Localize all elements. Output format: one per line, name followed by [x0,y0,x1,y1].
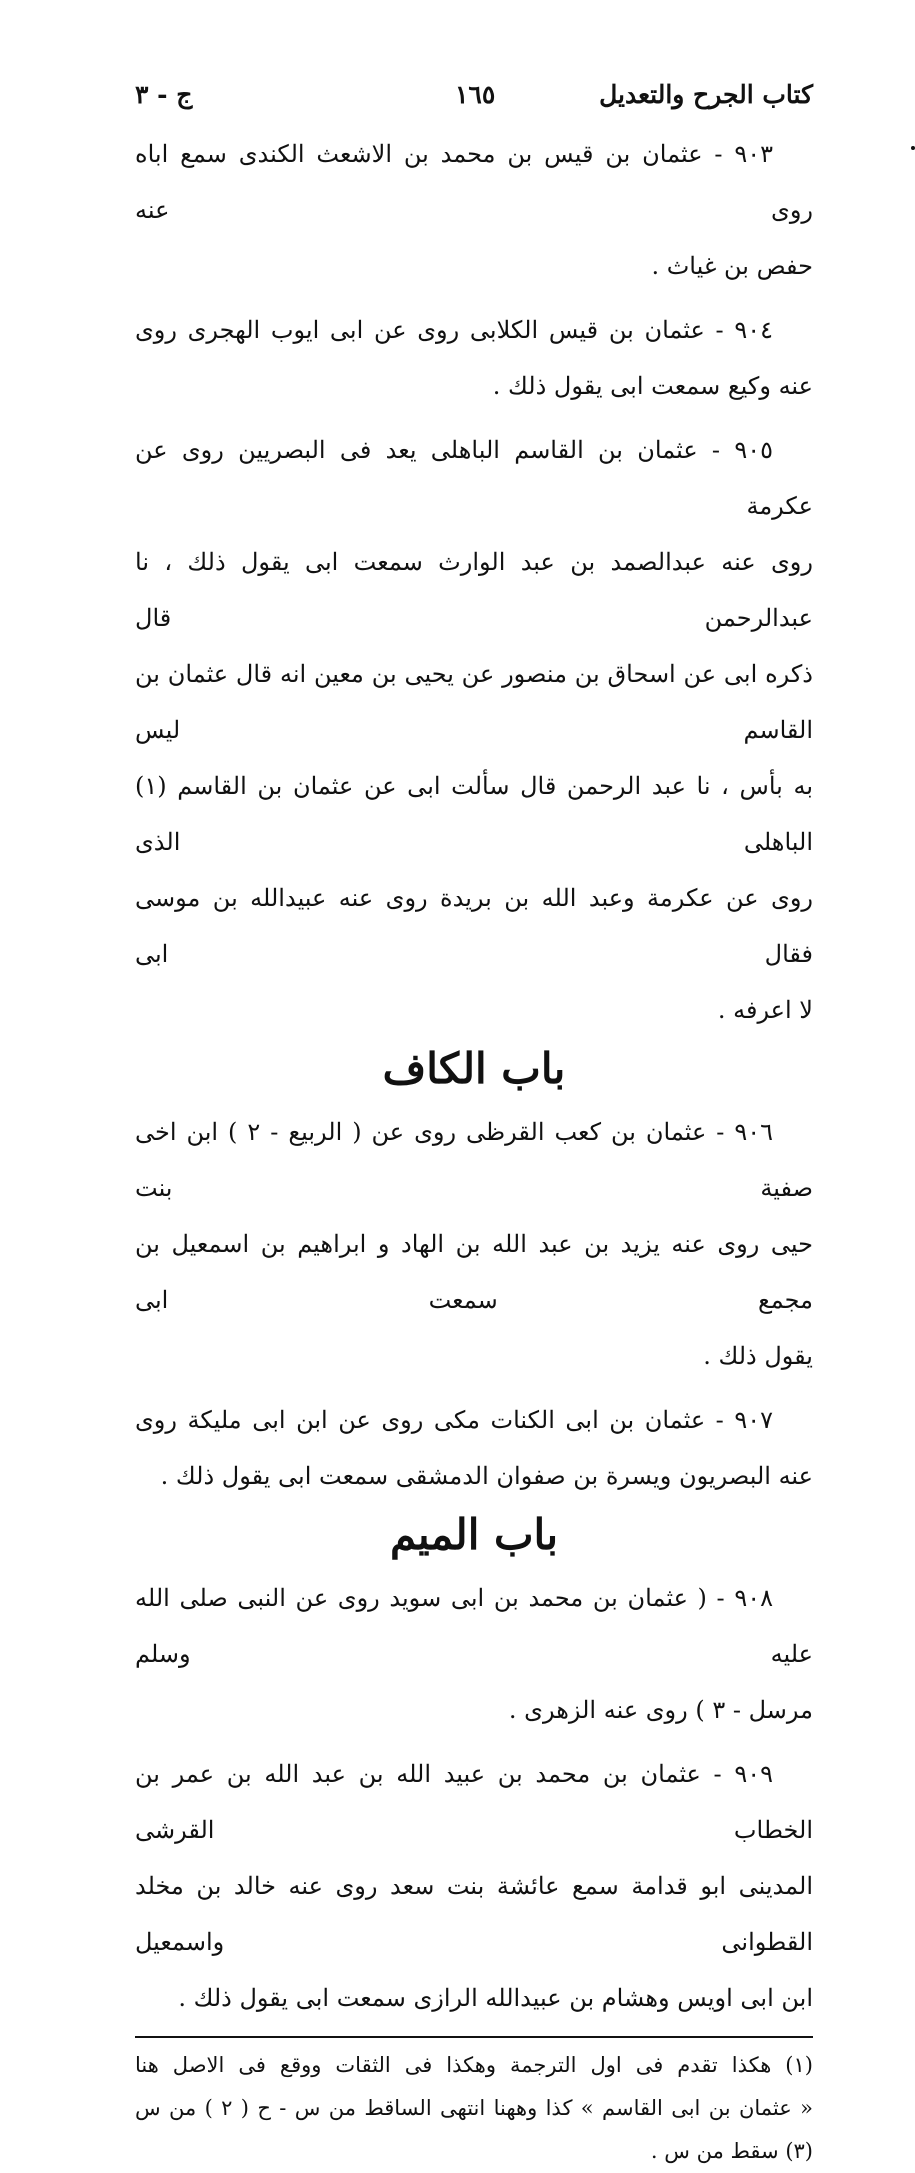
entry-line: به بأس ، نا عبد الرحمن قال سألت ابى عن عثمان بن القاسم (١) الباهلى الذى [135,772,814,856]
entry-line: ٩٠٣ - عثمان بن قيس بن محمد بن الاشعث الكندى سمع اباه روى عنه [135,140,813,224]
entry-903 [135,126,813,294]
entry-907 [135,1392,813,1504]
book-page [135,80,813,2173]
entry-905 [135,422,813,1038]
entry-line: حيى روى عنه يزيد بن عبد الله بن الهاد و ابراهيم بن اسمعيل بن مجمع سمعت ابى [135,1230,813,1314]
entry-line: ذكره ابى عن اسحاق بن منصور عن يحيى بن معين انه قال عثمان بن القاسم ليس [135,660,813,744]
page-number: ١٦٥ [455,80,496,109]
entry-line: ٩٠٧ - عثمان بن ابى الكنات مكى روى عن ابن ابى مليكة روى [135,1406,773,1434]
footnote-divider [135,2036,813,2038]
margin-speck [911,146,915,150]
entry-line: ٩٠٦ - عثمان بن كعب القرظى روى عن ( الربيع - ٢ ) ابن اخى صفية بنت [135,1118,813,1202]
entry-line: روى عن عكرمة وعبد الله بن بريدة روى عنه عبيدالله بن موسى فقال ابى [135,884,813,968]
entry-line: ٩٠٨ - ( عثمان بن محمد بن ابى سويد روى عن النبى صلى الله عليه وسلم [135,1584,813,1668]
entry-line: المدينى ابو قدامة سمع عائشة بنت سعد روى عنه خالد بن مخلد القطوانى واسمعيل [135,1872,813,1956]
footnote-line: « عثمان بن ابى القاسم » كذا وههنا انتهى الساقط من س - ح ( ٢ ) من س [135,2096,813,2120]
entry-904 [135,302,813,414]
volume-label: ج - ٣ [135,80,193,109]
entry-line: مرسل - ٣ ) روى عنه الزهرى . [508,1696,813,1724]
running-header [135,80,813,126]
entry-line: ٩٠٤ - عثمان بن قيس الكلابى روى عن ابى ايوب الهجرى روى [135,316,773,344]
entry-line: ٩٠٥ - عثمان بن القاسم الباهلى يعد فى البصريين روى عن عكرمة [135,436,813,520]
book-title: كتاب الجرح والتعديل [599,80,813,109]
entry-908 [135,1570,813,1738]
footnote-line: (٣) سقط من س . [650,2139,813,2163]
entry-line: ٩٠٩ - عثمان بن محمد بن عبيد الله بن عبد الله بن عمر بن الخطاب القرشى [135,1760,813,1844]
chapter-heading-kaf: باب الكاف [382,1044,566,1093]
footnotes [135,2044,813,2173]
entry-909 [135,1746,813,2026]
entry-line: حفص بن غياث . [651,252,813,280]
footnote-line: (١) هكذا تقدم فى اول الترجمة وهكذا فى الثقات ووقع فى الاصل هنا [135,2053,813,2077]
entry-line: عنه البصريون ويسرة بن صفوان الدمشقى سمعت ابى يقول ذلك . [160,1462,813,1490]
entry-line: يقول ذلك . [703,1342,813,1370]
entry-line: لا اعرفه . [717,996,813,1024]
entry-line: عنه وكيع سمعت ابى يقول ذلك . [492,372,813,400]
entry-906 [135,1104,813,1384]
chapter-heading-mim: باب الميم [389,1510,559,1559]
entry-line: ابن ابى اويس وهشام بن عبيدالله الرازى سمعت ابى يقول ذلك . [178,1984,813,2012]
entry-line: روى عنه عبدالصمد بن عبد الوارث سمعت ابى يقول ذلك ، نا عبدالرحمن قال [135,548,813,632]
